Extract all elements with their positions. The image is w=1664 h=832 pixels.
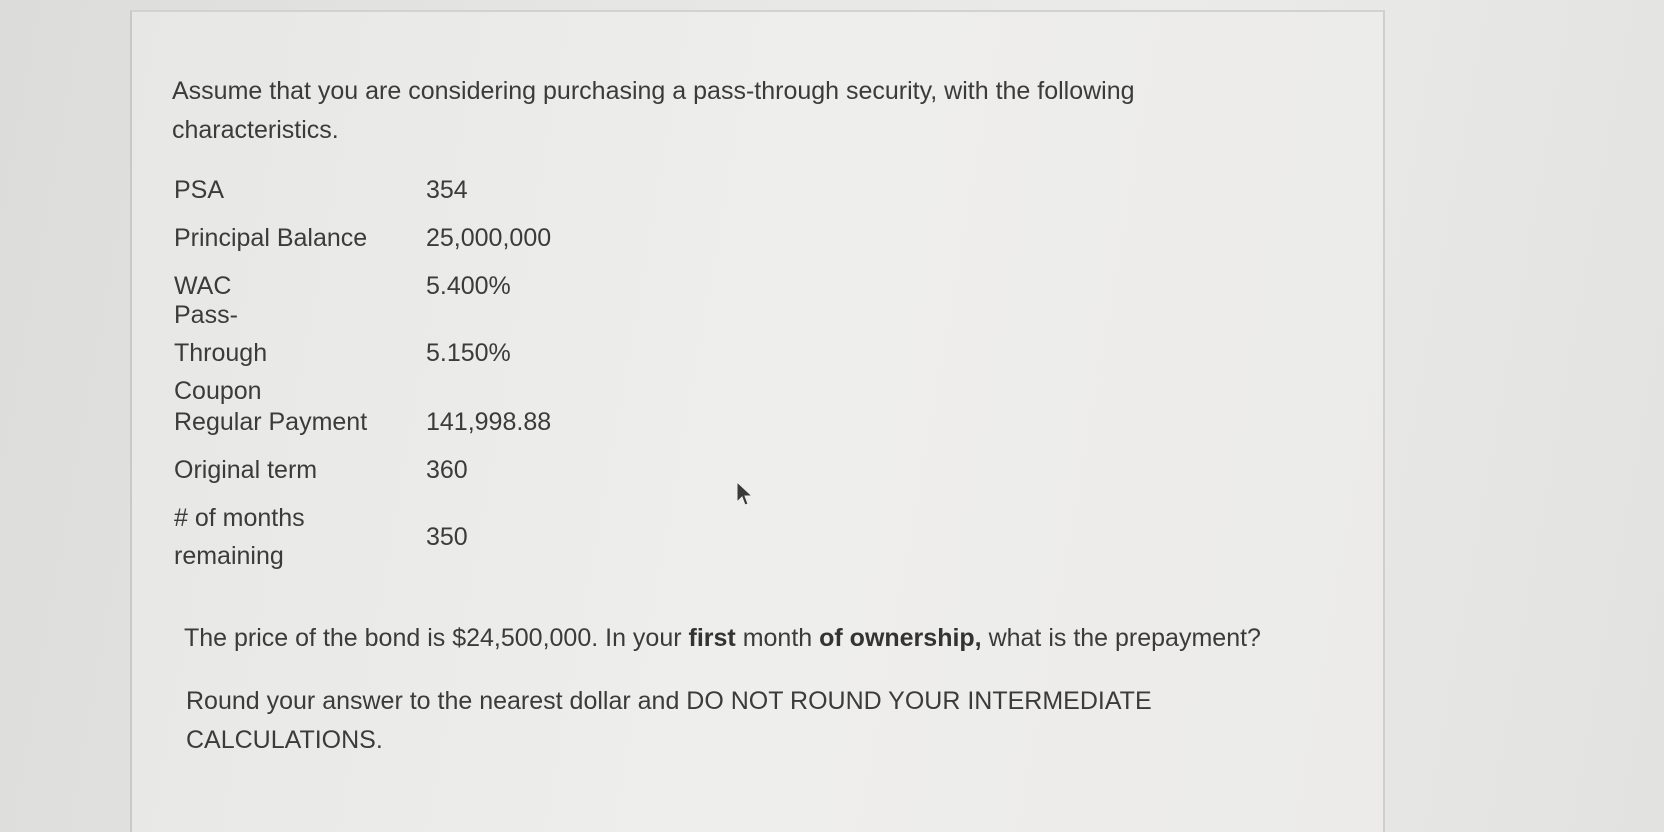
question-panel (130, 10, 1385, 832)
characteristic-value: 354 (426, 176, 468, 204)
table-row (174, 402, 551, 442)
characteristic-label: Regular Payment (174, 408, 368, 436)
characteristic-value: 360 (426, 456, 468, 484)
prompt-text: The price of the bond is $24,500,000. In your (184, 624, 689, 652)
prompt-text: what is the prepayment? (981, 624, 1261, 652)
characteristic-value: 25,000,000 (426, 224, 552, 252)
characteristic-label: PSA (174, 176, 225, 204)
table-row (174, 450, 551, 490)
characteristic-value: 350 (426, 523, 468, 551)
prompt-emphasis: of ownership, (819, 624, 982, 652)
table-row (174, 301, 551, 405)
characteristic-label: WAC (174, 272, 232, 300)
characteristics-table (174, 170, 551, 586)
characteristic-label: Original term (174, 456, 318, 484)
question-intro: Assume that you are considering purchasing a pass-through security, with the following characteristics. (172, 77, 1135, 144)
table-row (174, 218, 551, 258)
characteristic-label: Principal Balance (174, 224, 368, 252)
characteristic-label: # of months remaining (174, 504, 305, 570)
characteristic-value: 5.400% (426, 272, 511, 300)
characteristic-value: 141,998.88 (426, 408, 552, 436)
table-row (174, 170, 551, 210)
characteristic-label: Pass-Through Coupon (174, 301, 268, 405)
characteristic-value: 5.150% (426, 339, 511, 367)
table-row (174, 498, 551, 576)
rounding-instruction: Round your answer to the nearest dollar and DO NOT ROUND YOUR INTERMEDIATE CALCULATIONS. (186, 687, 1152, 754)
mouse-pointer-icon (735, 481, 755, 507)
question-prompt (184, 624, 1261, 653)
prompt-emphasis: first (688, 624, 736, 652)
prompt-text: month (735, 624, 820, 652)
